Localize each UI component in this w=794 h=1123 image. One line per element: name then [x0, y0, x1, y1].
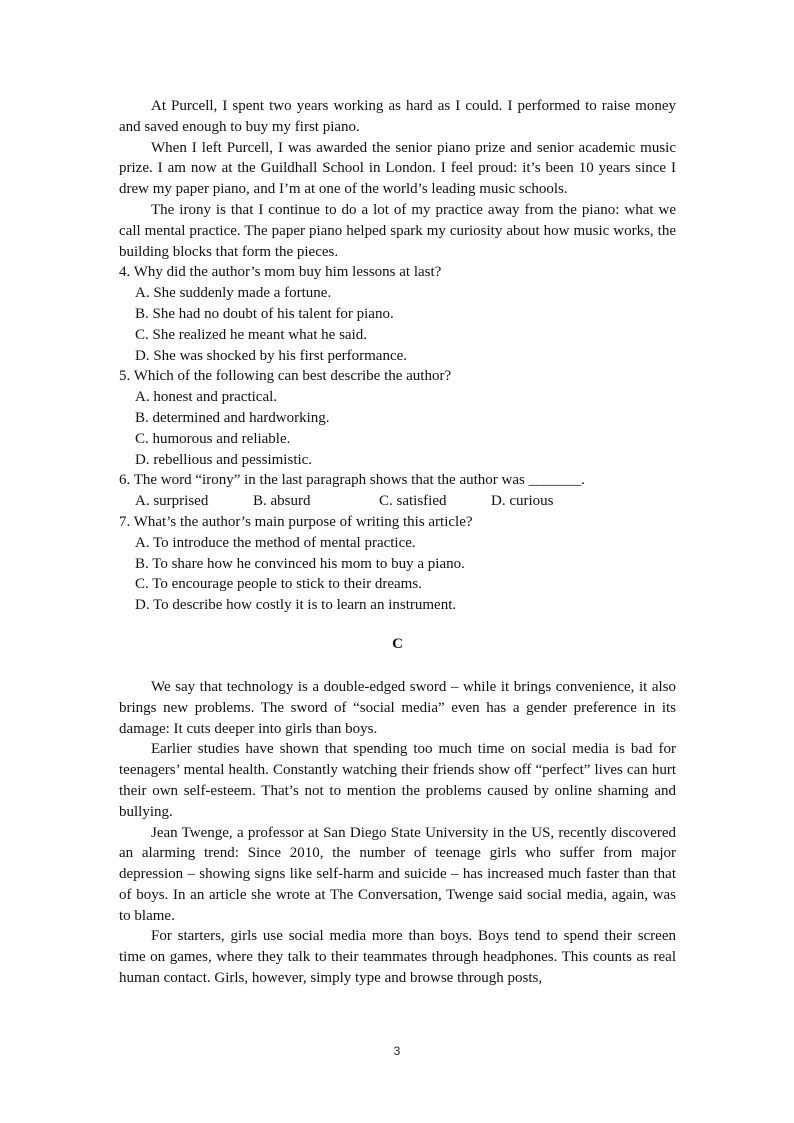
option: C. humorous and reliable.	[135, 430, 291, 447]
document-page	[119, 96, 676, 989]
paragraph: We say that technology is a double-edged sword – while it brings convenience, it also brings new problems. The sword of “social media” even has a gender preference in its damage: It cuts deeper into girls than boys.	[119, 678, 676, 737]
option: C. She realized he meant what he said.	[135, 326, 368, 343]
page-number: 3	[393, 1044, 401, 1058]
option: D. She was shocked by his first performance.	[135, 347, 408, 364]
paragraph: For starters, girls use social media more than boys. Boys tend to spend their screen time on games, where they talk to their teammates through headphones. This counts as real human contact. Girls, however, simply type and browse through posts,	[119, 928, 676, 987]
question-4	[119, 262, 676, 366]
option: C. To encourage people to stick to their dreams.	[135, 576, 422, 593]
inline-options	[119, 491, 676, 512]
option: B. To share how he convinced his mom to buy a piano.	[135, 555, 465, 572]
paragraph: The irony is that I continue to do a lot of my practice away from the piano: what we call mental practice. The paper piano helped spark my curiosity about how music works, the building blocks that form the pieces.	[119, 201, 676, 260]
option: A. honest and practical.	[135, 389, 278, 406]
option: A. surprised	[135, 493, 209, 510]
section-title: C	[392, 635, 403, 652]
question-stem: 4. Why did the author’s mom buy him lessons at last?	[119, 264, 442, 281]
option: D. curious	[491, 493, 554, 510]
question-6	[119, 470, 676, 512]
option: A. To introduce the method of mental practice.	[135, 534, 416, 551]
question-stem: 7. What’s the author’s main purpose of writing this article?	[119, 513, 473, 530]
option: D. rebellious and pessimistic.	[135, 451, 313, 468]
paragraph: Earlier studies have shown that spending too much time on social media is bad for teenagers’ mental health. Constantly watching their friends show off “perfect” lives can hurt their own self-esteem. That’s not to mention the problems caused by online shaming and bullying.	[119, 741, 676, 820]
paragraph: At Purcell, I spent two years working as hard as I could. I performed to raise money and saved enough to buy my first piano.	[119, 98, 676, 135]
option: B. absurd	[253, 493, 311, 510]
paragraph: When I left Purcell, I was awarded the senior piano prize and senior academic music prize. I am now at the Guildhall School in London. I feel proud: it’s been 10 years since I drew my paper piano, and I’m at one of the world’s leading music schools.	[119, 139, 676, 198]
paragraph: Jean Twenge, a professor at San Diego State University in the US, recently discovered an alarming trend: Since 2010, the number of teenage girls who suffer from major depression – showing signs like self-harm and suicide – has increased much faster than that of boys. In an article she wrote at The Conversation, Twenge said social media, again, was to blame.	[119, 824, 676, 924]
question-7	[119, 512, 676, 616]
option: A. She suddenly made a fortune.	[135, 285, 332, 302]
option: B. determined and hardworking.	[135, 409, 330, 426]
question-5	[119, 366, 676, 470]
question-stem: 5. Which of the following can best describe the author?	[119, 368, 452, 385]
question-stem: 6. The word “irony” in the last paragraph shows that the author was _______.	[119, 472, 585, 489]
option: D. To describe how costly it is to learn an instrument.	[135, 597, 457, 614]
option: C. satisfied	[379, 493, 447, 510]
option: B. She had no doubt of his talent for piano.	[135, 305, 394, 322]
